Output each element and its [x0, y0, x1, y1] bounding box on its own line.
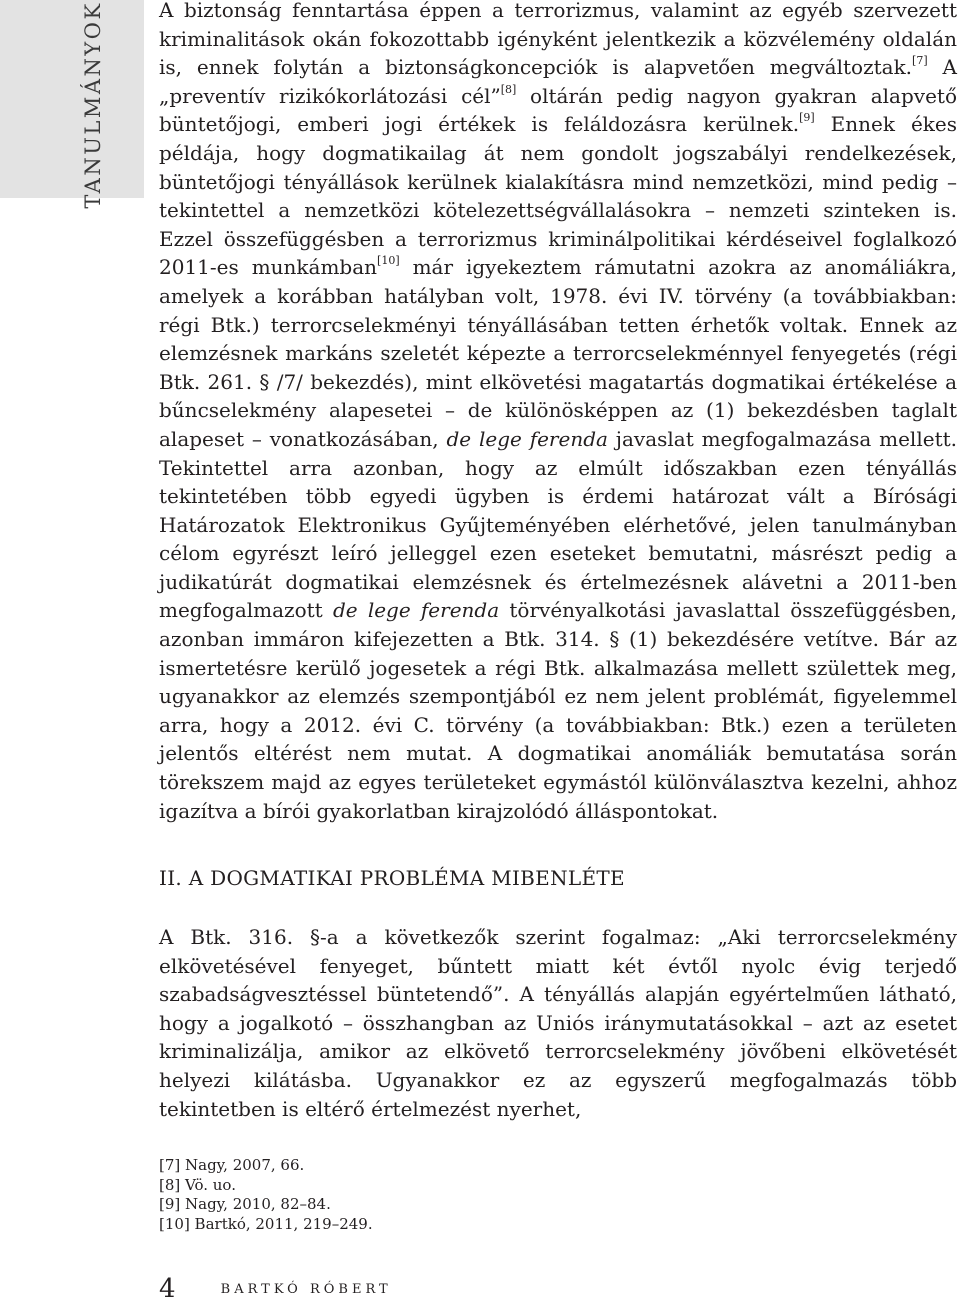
text-run: Ennek ékes példája, hogy dogmatikailag át nem gondolt jogszabályi rendelkezések, büntetőjogi tényállások kerülnek kialakításra mind nemzetközi, mind pedig – tekintettel a nemzetközi kötelezettségvállalásokra – nemzeti szinteken is. Ezzel összefüggésben a terrorizmus kriminálpolitikai kérdéseivel foglalkozó 2011-es munkámban: [159, 112, 957, 280]
section-heading: II. A DOGMATIKAI PROBLÉMA MIBENLÉTE: [159, 866, 625, 890]
paragraph-text: A Btk. 316. §-a a következők szerint fogalmaz: „Aki terrorcselekmény elkövetésével fenyeget, bűntett miatt két évtől nyolc évig terjedő szabadságvesztéssel büntetendő”. A tényállás alapján egyértelműen látható, hogy a jogalkotó – összhangban az Uniós iránymutatásokkal – azt az esetet kriminalizálja, amikor az elkövető terrorcselekmény jövőbeni elkövetését helyezi kilátásba. Ugyanakkor ez az egyszerű megfogalmazás több tekintetben is eltérő értelmezést nyerhet,: [159, 925, 957, 1121]
body-paragraph-2: [159, 923, 957, 1123]
section-tab-label: TANULMÁNYOK: [81, 1, 105, 209]
footnote-9: [9] Nagy, 2010, 82–84.: [159, 1195, 331, 1213]
footnote-ref-7[interactable]: [7]: [912, 54, 928, 68]
text-run: oltárán pedig nagyon gyakran alapvető büntetőjogi, emberi jogi értékek is feláldozásra kerülnek.: [159, 83, 957, 137]
section-tab: [0, 0, 144, 209]
italic-term: de lege ferenda: [332, 598, 500, 623]
footnote-ref-8[interactable]: [8]: [500, 82, 517, 96]
text-run: törvényalkotási javaslattal összefüggésben, azonban immáron kifejezetten a Btk. 314. § (1) bekezdésére vetítve. Bár az ismertetésre kerülő jogesetek a régi Btk. alkalmazása mellett születtek meg, ugyanakkor az elemzés szempontjából ez nem jelent problémát, figyelemmel arra, hogy a 2012. évi C. törvény (a továbbiakban: Btk.) ezen a területen jelentős eltérést nem mutat. A dogmatikai anomáliák bemutatása során törekszem majd az egyes területeket egymástól különválasztva kezelni, ahhoz igazítva a bírói gyakorlatban kirajzolódó álláspontokat.: [159, 598, 958, 823]
footnotes: [159, 1156, 373, 1234]
page-footer: [159, 1274, 392, 1304]
text-run: A „preventív rizikókorlátozási cél”: [159, 55, 957, 108]
footnote-7: [7] Nagy, 2007, 66.: [159, 1156, 305, 1174]
footnote-10: [10] Bartkó, 2011, 219–249.: [159, 1214, 373, 1233]
body-paragraph-1: [159, 0, 957, 825]
footnote-8: [8] Vö. uo.: [159, 1175, 236, 1194]
text-run: javaslat megfogalmazása mellett. Tekintettel arra azonban, hogy az elmúlt időszakban ezen tényállás tekintetében több egyedi ügyben is érdemi határozat vált a Bírósági Határozatok Elektronikus Gyűjteményében elérhetővé, jelen tanulmányban célom egyrészt leíró jelleggel ezen eseteket bemutatni, másrészt pedig a judikatúrát dogmatikai elemzésnek és értelmezésnek alávetni a 2011-ben megfogalmazott: [159, 426, 957, 623]
author-name: BARTKÓ RÓBERT: [220, 1281, 392, 1297]
footnote-ref-9[interactable]: [9]: [799, 111, 815, 125]
italic-term: de lege ferenda: [446, 426, 608, 451]
page-number: 4: [159, 1274, 176, 1304]
footnote-ref-10[interactable]: [10]: [377, 254, 400, 268]
text-run: A biztonság fenntartása éppen a terrorizmus, valamint az egyéb szervezett kriminalitások okán fokozottabb igényként jelentkezik a közvélemény oldalán is, ennek folytán a biztonságkoncepciók is alapvetően megváltoztak.: [159, 0, 957, 80]
text-run: már igyekeztem rámutatni azokra az anomáliákra, amelyek a korábban hatályban volt, 1978. évi IV. törvény (a továbbiakban: régi Btk.) terrorcselekményi tényállásában tetten érhetők voltak. Ennek az elemzésnek markáns szeletét képezte a terrorcselekménnyel fenyegetés (régi Btk. 261. § /7/ bekezdés), mint elkövetési magatartás dogmatikai értékelése a bűncselekmény alapesetei – de különösképpen az (1) bekezdésben taglalt alapeset – vonatkozásában,: [159, 255, 957, 451]
